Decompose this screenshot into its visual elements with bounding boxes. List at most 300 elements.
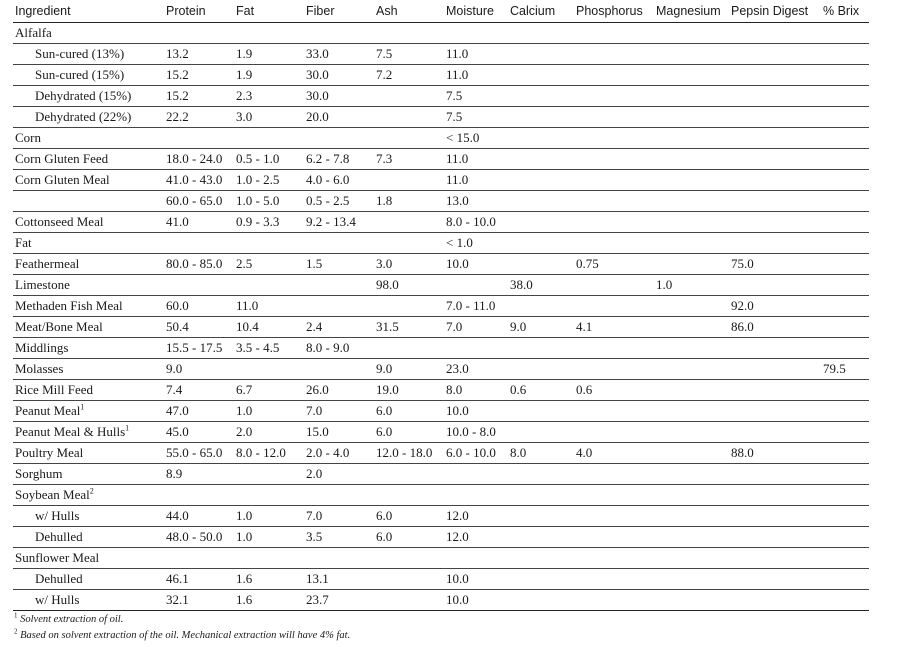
value-cell	[508, 569, 574, 590]
value-cell	[821, 380, 869, 401]
value-cell	[574, 86, 654, 107]
value-cell	[374, 86, 444, 107]
column-header-fat: Fat	[234, 0, 304, 23]
column-header-moisture: Moisture	[444, 0, 508, 23]
ingredient-name-cell	[13, 485, 164, 506]
value-cell	[821, 548, 869, 569]
value-cell	[234, 23, 304, 44]
value-cell	[374, 485, 444, 506]
value-cell	[654, 359, 729, 380]
column-header-protein: Protein	[164, 0, 234, 23]
value-cell	[574, 128, 654, 149]
value-cell	[729, 527, 821, 548]
value-cell	[654, 317, 729, 338]
value-cell	[729, 506, 821, 527]
value-cell	[574, 569, 654, 590]
ingredient-name-cell	[13, 506, 164, 527]
value-cell	[654, 65, 729, 86]
value-cell	[508, 338, 574, 359]
value-cell	[374, 107, 444, 128]
value-cell	[574, 338, 654, 359]
ingredient-name-cell	[13, 443, 164, 464]
value-cell	[654, 128, 729, 149]
value-cell	[574, 422, 654, 443]
value-cell: 10.0 - 8.0	[444, 422, 508, 443]
value-cell: 45.0	[164, 422, 234, 443]
table-row	[13, 506, 869, 527]
table-row	[13, 170, 869, 191]
value-cell	[654, 401, 729, 422]
ingredient-name-cell	[13, 401, 164, 422]
value-cell	[508, 422, 574, 443]
value-cell: 10.0	[444, 254, 508, 275]
ingredient-name: Corn	[15, 130, 41, 145]
value-cell	[164, 548, 234, 569]
column-header-magnesium: Magnesium	[654, 0, 729, 23]
footnote-marker: 2	[89, 486, 94, 496]
value-cell	[821, 590, 869, 611]
value-cell: 7.3	[374, 149, 444, 170]
value-cell: 23.0	[444, 359, 508, 380]
value-cell	[574, 359, 654, 380]
value-cell	[821, 464, 869, 485]
value-cell: 10.4	[234, 317, 304, 338]
value-cell	[444, 23, 508, 44]
value-cell: 4.0	[574, 443, 654, 464]
value-cell	[508, 23, 574, 44]
value-cell: 11.0	[444, 170, 508, 191]
value-cell	[444, 275, 508, 296]
value-cell: 7.0	[304, 401, 374, 422]
value-cell	[654, 170, 729, 191]
value-cell: 8.0 - 9.0	[304, 338, 374, 359]
value-cell	[164, 275, 234, 296]
value-cell: 0.5 - 1.0	[234, 149, 304, 170]
value-cell: 10.0	[444, 569, 508, 590]
ingredient-name-cell	[13, 23, 164, 44]
column-header-ash: Ash	[374, 0, 444, 23]
value-cell	[821, 401, 869, 422]
table-row	[13, 23, 869, 44]
ingredient-name: Feathermeal	[15, 256, 80, 271]
value-cell	[821, 212, 869, 233]
value-cell	[821, 233, 869, 254]
value-cell: 60.0	[164, 296, 234, 317]
value-cell	[574, 107, 654, 128]
ingredient-name-cell	[13, 254, 164, 275]
value-cell: 1.0	[654, 275, 729, 296]
ingredient-name: Alfalfa	[15, 25, 52, 40]
ingredient-name: Middlings	[15, 340, 69, 355]
value-cell	[821, 338, 869, 359]
value-cell	[729, 149, 821, 170]
value-cell	[304, 485, 374, 506]
value-cell	[164, 128, 234, 149]
value-cell	[574, 170, 654, 191]
ingredient-name: Poultry Meal	[15, 445, 84, 460]
ingredient-name: Dehulled	[35, 529, 83, 544]
footnote-marker: 1	[80, 402, 85, 412]
value-cell: 1.0 - 2.5	[234, 170, 304, 191]
value-cell	[574, 527, 654, 548]
value-cell: 44.0	[164, 506, 234, 527]
value-cell	[821, 443, 869, 464]
ingredient-name-cell	[13, 527, 164, 548]
value-cell: 9.0	[374, 359, 444, 380]
value-cell	[654, 422, 729, 443]
value-cell	[574, 212, 654, 233]
value-cell	[821, 191, 869, 212]
value-cell	[508, 170, 574, 191]
value-cell: 86.0	[729, 317, 821, 338]
value-cell: 1.6	[234, 569, 304, 590]
table-row	[13, 548, 869, 569]
value-cell	[234, 548, 304, 569]
value-cell	[508, 254, 574, 275]
value-cell	[729, 590, 821, 611]
value-cell	[508, 128, 574, 149]
value-cell: 88.0	[729, 443, 821, 464]
value-cell	[304, 548, 374, 569]
ingredient-name-cell	[13, 107, 164, 128]
value-cell	[374, 464, 444, 485]
value-cell: 9.0	[508, 317, 574, 338]
table-row	[13, 149, 869, 170]
value-cell: 1.9	[234, 44, 304, 65]
value-cell: 31.5	[374, 317, 444, 338]
value-cell	[654, 23, 729, 44]
value-cell	[508, 65, 574, 86]
value-cell	[574, 233, 654, 254]
value-cell: 8.0 - 10.0	[444, 212, 508, 233]
value-cell	[821, 107, 869, 128]
value-cell	[234, 464, 304, 485]
value-cell: 8.9	[164, 464, 234, 485]
value-cell: 1.0	[234, 527, 304, 548]
value-cell	[654, 569, 729, 590]
ingredient-name: Sun-cured (15%)	[35, 67, 125, 82]
value-cell: 50.4	[164, 317, 234, 338]
value-cell: 6.0	[374, 422, 444, 443]
value-cell	[574, 44, 654, 65]
ingredient-name-cell	[13, 149, 164, 170]
value-cell	[304, 296, 374, 317]
value-cell	[729, 191, 821, 212]
value-cell: 15.2	[164, 86, 234, 107]
value-cell	[821, 317, 869, 338]
value-cell	[508, 212, 574, 233]
ingredient-name-cell	[13, 212, 164, 233]
value-cell: 7.5	[444, 107, 508, 128]
table-row	[13, 380, 869, 401]
value-cell: 75.0	[729, 254, 821, 275]
value-cell	[508, 107, 574, 128]
value-cell	[374, 23, 444, 44]
value-cell: 7.5	[374, 44, 444, 65]
table-row	[13, 212, 869, 233]
value-cell	[729, 23, 821, 44]
value-cell: 13.0	[444, 191, 508, 212]
value-cell	[574, 506, 654, 527]
value-cell	[374, 170, 444, 191]
value-cell: 2.3	[234, 86, 304, 107]
table-row	[13, 422, 869, 443]
value-cell	[234, 275, 304, 296]
value-cell	[821, 275, 869, 296]
value-cell	[444, 338, 508, 359]
value-cell: 0.5 - 2.5	[304, 191, 374, 212]
column-header-ingredient: Ingredient	[13, 0, 164, 23]
value-cell	[574, 296, 654, 317]
value-cell	[654, 296, 729, 317]
value-cell	[821, 506, 869, 527]
value-cell: 80.0 - 85.0	[164, 254, 234, 275]
value-cell: 55.0 - 65.0	[164, 443, 234, 464]
value-cell	[234, 359, 304, 380]
value-cell	[508, 191, 574, 212]
value-cell: 2.0 - 4.0	[304, 443, 374, 464]
value-cell: 9.0	[164, 359, 234, 380]
column-header-phosphorus: Phosphorus	[574, 0, 654, 23]
value-cell	[374, 548, 444, 569]
ingredient-name: Sunflower Meal	[15, 550, 100, 565]
value-cell	[821, 86, 869, 107]
ingredient-name-cell	[13, 380, 164, 401]
value-cell	[654, 485, 729, 506]
value-cell	[654, 107, 729, 128]
value-cell	[374, 128, 444, 149]
value-cell	[729, 44, 821, 65]
ingredient-name: Corn Gluten Feed	[15, 151, 109, 166]
value-cell	[304, 128, 374, 149]
value-cell	[821, 254, 869, 275]
ingredient-name: w/ Hulls	[35, 592, 80, 607]
value-cell	[654, 590, 729, 611]
footnote-marker: 2	[14, 627, 18, 636]
value-cell: 4.1	[574, 317, 654, 338]
ingredient-name: Sorghum	[15, 466, 63, 481]
value-cell	[654, 254, 729, 275]
ingredient-name: Methaden Fish Meal	[15, 298, 123, 313]
value-cell	[729, 359, 821, 380]
value-cell	[444, 485, 508, 506]
column-header-calcium: Calcium	[508, 0, 574, 23]
value-cell: 0.6	[508, 380, 574, 401]
value-cell: 4.0 - 6.0	[304, 170, 374, 191]
value-cell: 10.0	[444, 401, 508, 422]
value-cell: 26.0	[304, 380, 374, 401]
value-cell	[654, 86, 729, 107]
value-cell	[164, 233, 234, 254]
value-cell	[729, 65, 821, 86]
value-cell	[729, 464, 821, 485]
value-cell	[444, 464, 508, 485]
value-cell	[729, 485, 821, 506]
value-cell	[729, 338, 821, 359]
value-cell: 20.0	[304, 107, 374, 128]
ingredient-name: Cottonseed Meal	[15, 214, 104, 229]
ingredient-table-container	[13, 0, 869, 611]
table-row	[13, 254, 869, 275]
value-cell	[508, 485, 574, 506]
ingredient-name-cell	[13, 44, 164, 65]
ingredient-name: Rice Mill Feed	[15, 382, 93, 397]
ingredient-name-cell	[13, 317, 164, 338]
table-row	[13, 44, 869, 65]
value-cell: 1.0 - 5.0	[234, 191, 304, 212]
value-cell	[164, 485, 234, 506]
footnote	[14, 612, 350, 628]
value-cell: 7.0	[304, 506, 374, 527]
value-cell	[234, 233, 304, 254]
value-cell	[574, 149, 654, 170]
value-cell: 46.1	[164, 569, 234, 590]
value-cell: 2.0	[304, 464, 374, 485]
value-cell: 1.6	[234, 590, 304, 611]
value-cell: 0.75	[574, 254, 654, 275]
value-cell: 11.0	[234, 296, 304, 317]
ingredient-name: Molasses	[15, 361, 64, 376]
value-cell: 38.0	[508, 275, 574, 296]
ingredient-name: Peanut Meal & Hulls	[15, 424, 126, 439]
table-row	[13, 443, 869, 464]
value-cell: 0.6	[574, 380, 654, 401]
value-cell	[574, 275, 654, 296]
value-cell: 11.0	[444, 149, 508, 170]
ingredient-name-cell	[13, 569, 164, 590]
value-cell: 12.0 - 18.0	[374, 443, 444, 464]
value-cell: 11.0	[444, 44, 508, 65]
value-cell	[654, 464, 729, 485]
ingredient-name: Peanut Meal	[15, 403, 81, 418]
value-cell	[574, 485, 654, 506]
ingredient-name-cell	[13, 422, 164, 443]
table-row	[13, 86, 869, 107]
value-cell: 9.2 - 13.4	[304, 212, 374, 233]
column-header-pepsin-digest: Pepsin Digest	[729, 0, 821, 23]
ingredient-name-cell	[13, 128, 164, 149]
footnote-marker: 1	[14, 611, 18, 620]
value-cell: 13.2	[164, 44, 234, 65]
ingredient-name-cell	[13, 590, 164, 611]
value-cell	[729, 569, 821, 590]
value-cell: 98.0	[374, 275, 444, 296]
footnote	[14, 628, 350, 644]
value-cell: 23.7	[304, 590, 374, 611]
value-cell: 8.0	[444, 380, 508, 401]
value-cell: 2.0	[234, 422, 304, 443]
footnotes	[14, 612, 350, 644]
value-cell	[508, 233, 574, 254]
value-cell	[654, 527, 729, 548]
value-cell: 8.0 - 12.0	[234, 443, 304, 464]
value-cell	[574, 191, 654, 212]
value-cell: 60.0 - 65.0	[164, 191, 234, 212]
ingredient-name-cell	[13, 464, 164, 485]
value-cell	[374, 296, 444, 317]
ingredient-name: Corn Gluten Meal	[15, 172, 110, 187]
value-cell: 0.9 - 3.3	[234, 212, 304, 233]
value-cell	[508, 527, 574, 548]
value-cell: 12.0	[444, 506, 508, 527]
value-cell: 18.0 - 24.0	[164, 149, 234, 170]
value-cell: 7.5	[444, 86, 508, 107]
value-cell: 1.5	[304, 254, 374, 275]
value-cell	[821, 485, 869, 506]
value-cell: 47.0	[164, 401, 234, 422]
value-cell	[574, 401, 654, 422]
value-cell	[508, 296, 574, 317]
value-cell: 48.0 - 50.0	[164, 527, 234, 548]
value-cell: 3.5 - 4.5	[234, 338, 304, 359]
ingredient-name-cell	[13, 86, 164, 107]
value-cell	[574, 65, 654, 86]
value-cell: 6.2 - 7.8	[304, 149, 374, 170]
value-cell: 15.0	[304, 422, 374, 443]
value-cell	[821, 170, 869, 191]
value-cell	[654, 233, 729, 254]
value-cell: 7.4	[164, 380, 234, 401]
value-cell: 7.2	[374, 65, 444, 86]
ingredient-name-cell	[13, 338, 164, 359]
value-cell: 1.8	[374, 191, 444, 212]
ingredient-name-cell	[13, 296, 164, 317]
value-cell	[729, 86, 821, 107]
value-cell	[821, 44, 869, 65]
value-cell	[508, 401, 574, 422]
value-cell	[574, 464, 654, 485]
value-cell: 22.2	[164, 107, 234, 128]
value-cell	[508, 359, 574, 380]
value-cell: 15.5 - 17.5	[164, 338, 234, 359]
value-cell: 2.4	[304, 317, 374, 338]
value-cell: 13.1	[304, 569, 374, 590]
value-cell: 79.5	[821, 359, 869, 380]
value-cell	[654, 506, 729, 527]
value-cell	[654, 338, 729, 359]
value-cell	[729, 401, 821, 422]
value-cell	[234, 485, 304, 506]
value-cell	[508, 44, 574, 65]
value-cell	[821, 569, 869, 590]
table-row	[13, 338, 869, 359]
value-cell	[729, 380, 821, 401]
ingredient-name-cell	[13, 359, 164, 380]
ingredient-name-cell	[13, 65, 164, 86]
value-cell	[234, 128, 304, 149]
value-cell	[729, 170, 821, 191]
table-row	[13, 233, 869, 254]
value-cell	[654, 212, 729, 233]
value-cell	[304, 275, 374, 296]
value-cell	[729, 128, 821, 149]
footnote-text: Solvent extraction of oil.	[20, 614, 124, 625]
value-cell	[374, 338, 444, 359]
value-cell: 6.0 - 10.0	[444, 443, 508, 464]
value-cell: 92.0	[729, 296, 821, 317]
table-row	[13, 65, 869, 86]
value-cell	[654, 380, 729, 401]
value-cell	[508, 86, 574, 107]
ingredient-name: Limestone	[15, 277, 70, 292]
table-row	[13, 401, 869, 422]
table-row	[13, 527, 869, 548]
table-row	[13, 128, 869, 149]
value-cell	[374, 233, 444, 254]
value-cell	[508, 149, 574, 170]
value-cell: 15.2	[164, 65, 234, 86]
value-cell: 3.0	[374, 254, 444, 275]
